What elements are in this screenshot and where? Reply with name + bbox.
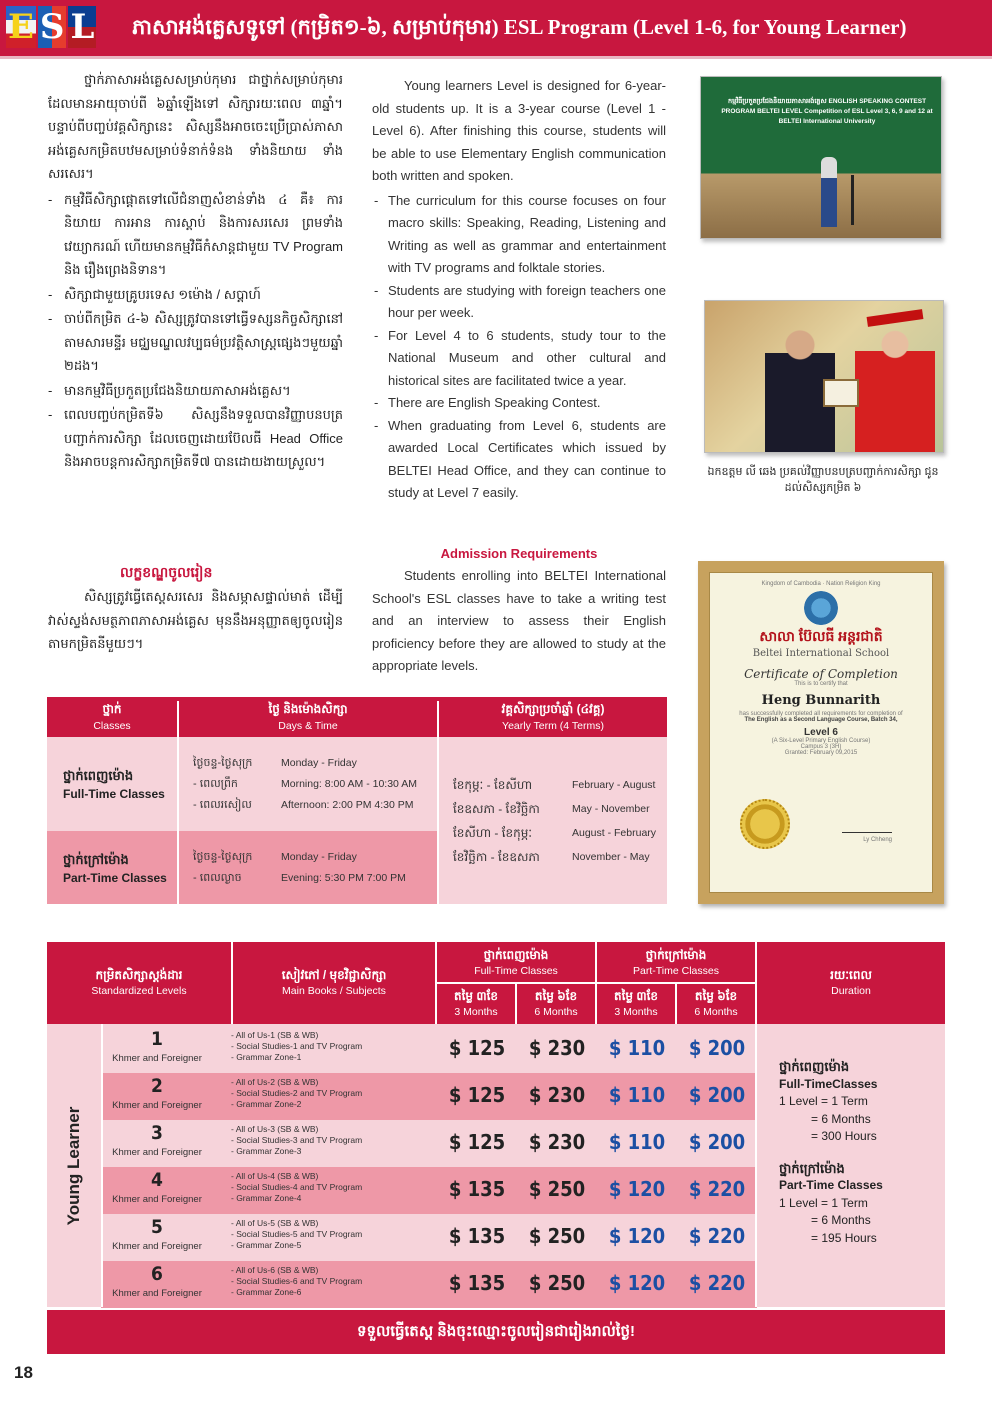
level-audience: Khmer and Foreigner	[112, 1241, 202, 1252]
price-6m-en: 6 Months	[534, 1006, 578, 1018]
certificate-held	[823, 379, 859, 407]
col-days-en: Days & Time	[278, 720, 338, 732]
part-time-en: Part-Time Classes	[63, 871, 167, 885]
page-number: 18	[14, 1363, 33, 1382]
term-en: November - May	[572, 851, 650, 863]
registration-banner: ទទួលធ្វើតេស្ត និងចុះឈ្មោះចូលរៀនជារៀងរាល់ថ្ងៃ!	[47, 1310, 945, 1354]
col-books-en: Main Books / Subjects	[282, 985, 386, 997]
col-books-header	[233, 968, 435, 999]
cert-completed: has successfully completed all requirements for completion of	[739, 711, 903, 717]
full-time-days-en	[281, 753, 417, 816]
price-3m-en: 3 Months	[614, 1006, 658, 1018]
price-fulltime-3m: $ 135	[448, 1224, 506, 1248]
duration-info	[757, 1024, 945, 1307]
morning-time: Morning: 8:00 AM - 10:30 AM	[281, 778, 417, 790]
part-time-class-label	[63, 849, 167, 886]
level-number: 1	[151, 1028, 163, 1050]
cert-school-en: Beltei International School	[752, 648, 890, 659]
part-days-kh: ថ្ងៃចន្ទ-ថ្ងៃសុក្រ	[193, 851, 253, 863]
certificate-frame	[698, 561, 944, 904]
fees-table-header	[47, 942, 945, 1024]
price-3m-en: 3 Months	[454, 1006, 498, 1018]
col-classes-en: Classes	[93, 720, 131, 732]
col-pt-3m	[597, 989, 675, 1020]
col-full-kh: ថ្នាក់ពេញម៉ោង	[483, 948, 549, 962]
price-parttime-6m: $ 220	[688, 1271, 746, 1295]
cert-signer: Ly Chheng	[863, 837, 892, 843]
price-6m-kh: តម្លៃ ៦ខែ	[694, 989, 738, 1003]
schedule-table-header	[47, 697, 667, 737]
book-item: - Social Studies-5 and TV Program	[231, 1229, 363, 1239]
col-yearly-kh: វគ្គសិក្សាប្រចាំឆ្នាំ (៤វគ្គ)	[501, 702, 605, 716]
book-item: - All of Us-2 (SB & WB)	[231, 1077, 319, 1087]
price-6m-en: 6 Months	[694, 1006, 738, 1018]
speaking-contest-photo	[700, 76, 942, 239]
term-en: August - February	[572, 827, 657, 839]
full-days-kh: ថ្ងៃចន្ទ-ថ្ងៃសុក្រ	[193, 757, 253, 769]
cert-title: Certificate of Completion	[744, 667, 898, 681]
level-number: 5	[151, 1216, 163, 1238]
col-duration-kh: រយៈពេល	[830, 968, 872, 982]
price-fulltime-6m: $ 230	[528, 1083, 586, 1107]
price-parttime-3m: $ 120	[608, 1271, 666, 1295]
table-row	[101, 1261, 757, 1308]
level-audience: Khmer and Foreigner	[112, 1147, 202, 1158]
khmer-bullet: - មានកម្មវិធីប្រកួតប្រជែងនិយាយភាសាអង់គ្លេស។	[48, 379, 343, 403]
level-number: 4	[151, 1169, 163, 1191]
book-item: - All of Us-6 (SB & WB)	[231, 1265, 319, 1275]
part-time-days-kh	[193, 847, 252, 889]
duration-part-line: = 6 Months	[811, 1213, 871, 1227]
full-time-class-label	[63, 765, 165, 802]
col-part-kh: ថ្នាក់ក្រៅម៉ោង	[645, 948, 707, 962]
microphone-stand	[851, 175, 854, 225]
price-fulltime-3m: $ 135	[448, 1177, 506, 1201]
schedule-table	[47, 697, 667, 904]
table-row	[101, 1073, 757, 1120]
header-divider	[0, 56, 992, 59]
certificate-image	[709, 572, 933, 893]
book-item: - Social Studies-2 and TV Program	[231, 1088, 363, 1098]
logo-letter-e: E	[8, 7, 34, 47]
col-levels-en: Standardized Levels	[91, 985, 187, 997]
table-row	[101, 1167, 757, 1214]
cert-granted: Granted: February 09,2015	[784, 750, 858, 756]
page-header	[0, 0, 992, 56]
cert-campus: Campus 3 (3H)	[800, 744, 842, 750]
books-list	[231, 1171, 431, 1204]
part-time-kh: ថ្នាក់ក្រៅម៉ោង	[63, 852, 129, 867]
duration-full-en: Full-TimeClasses	[779, 1076, 878, 1091]
admission-requirements-text: Students enrolling into BELTEI International School's ESL classes have to take a writing test and an interview to assess their English proficiency before they are allowed to study at the appropriate levels.	[372, 568, 666, 673]
col-yearly-en: Yearly Term (4 Terms)	[502, 720, 604, 732]
english-bullet-list	[372, 190, 666, 505]
books-list	[231, 1124, 431, 1157]
price-fulltime-6m: $ 250	[528, 1177, 586, 1201]
duration-full-line: 1 Level = 1 Term	[779, 1094, 868, 1108]
header-separator	[435, 982, 755, 984]
price-6m-kh: តម្លៃ ៦ខែ	[534, 989, 578, 1003]
price-parttime-6m: $ 200	[688, 1036, 746, 1060]
term-kh: ខែឧសភា - ខែវិច្ឆិកា	[453, 802, 540, 816]
price-3m-kh: តម្លៃ ៣ខែ	[453, 989, 499, 1003]
book-item: - All of Us-3 (SB & WB)	[231, 1124, 319, 1134]
english-bullet: - When graduating from Level 6, students are awarded Local Certificates which issued by BELTEI Head Office, and they can continue to study at Level 7 easily.	[372, 415, 666, 505]
khmer-bullet: - សិក្សាជាមួយគ្រូបរទេស ១ម៉ោង / សប្តាហ៍	[48, 283, 343, 307]
english-bullet: - There are English Speaking Contest.	[372, 392, 666, 415]
price-parttime-3m: $ 120	[608, 1224, 666, 1248]
header-separator	[755, 942, 757, 1024]
col-ft-3m	[437, 989, 515, 1020]
admission-requirements-title: Admission Requirements	[440, 546, 598, 561]
price-parttime-6m: $ 200	[688, 1130, 746, 1154]
esl-logo	[6, 4, 95, 50]
level-number: 3	[151, 1122, 163, 1144]
khmer-bullet: - ចាប់ពីកម្រិត ៤-៦ សិស្សត្រូវបានទៅធ្វើទស្សនកិច្ចសិក្សានៅតាមសារមន្ទីរ មជ្ឈមណ្ឌលវប្បធម៌ប្រវត្តិសាស្ត្រផ្សេងៗមួយឆ្នាំ ២ដង។	[48, 307, 343, 378]
afternoon-kh: - ពេលរសៀល	[193, 799, 252, 811]
level-audience: Khmer and Foreigner	[112, 1288, 202, 1299]
book-item: - All of Us-4 (SB & WB)	[231, 1171, 319, 1181]
book-item: - All of Us-1 (SB & WB)	[231, 1030, 319, 1040]
photo-caption: ឯកឧត្តម លី ឆេង ប្រគល់វិញ្ញាបនបត្របញ្ជាក់ការសិក្សា ជូនដល់សិស្សកម្រិត ៦	[707, 466, 939, 494]
young-learner-label: Young Learner	[64, 1106, 83, 1226]
column-separator	[177, 737, 179, 904]
header-separator	[437, 701, 439, 741]
header-separator	[231, 942, 233, 1024]
english-bullet: - For Level 4 to 6 students, study tour to the National Museum and other cultural and historical sites are facilitated twice a year.	[372, 325, 666, 393]
header-separator	[515, 984, 517, 1024]
col-yearly-header	[439, 701, 667, 734]
price-parttime-3m: $ 120	[608, 1177, 666, 1201]
price-fulltime-3m: $ 125	[448, 1036, 506, 1060]
book-item: - Grammar Zone-4	[231, 1193, 302, 1203]
table-row	[101, 1214, 757, 1261]
col-days-header	[179, 701, 437, 734]
col-fulltime-header	[437, 948, 595, 979]
duration-part-kh: ថ្នាក់ក្រៅម៉ោង	[779, 1160, 845, 1176]
price-fulltime-6m: $ 230	[528, 1130, 586, 1154]
col-part-en: Part-Time Classes	[633, 965, 719, 977]
cert-level: Level 6	[804, 727, 838, 738]
young-learner-group	[47, 1024, 101, 1307]
price-parttime-3m: $ 110	[608, 1083, 666, 1107]
price-parttime-6m: $ 220	[688, 1224, 746, 1248]
price-parttime-6m: $ 220	[688, 1177, 746, 1201]
khmer-description	[48, 68, 343, 475]
part-time-days-en	[281, 847, 406, 889]
full-days-en: Monday - Friday	[281, 757, 357, 769]
term-kh: ខែកុម្ភៈ - ខែសីហា	[453, 778, 533, 792]
book-item: - Social Studies-6 and TV Program	[231, 1276, 363, 1286]
column-separator	[437, 737, 439, 904]
book-item: - Social Studies-4 and TV Program	[231, 1182, 363, 1192]
khmer-bullet-list	[48, 188, 343, 474]
books-list	[231, 1077, 431, 1110]
table-row	[101, 1026, 757, 1073]
duration-part-en: Part-Time Classes	[779, 1178, 883, 1192]
col-levels-header	[47, 968, 231, 999]
term-en: February - August	[572, 779, 656, 791]
price-fulltime-6m: $ 250	[528, 1224, 586, 1248]
col-pt-6m	[677, 989, 755, 1020]
khmer-bullet: - កម្មវិធីសិក្សាផ្តោតទៅលើជំនាញសំខាន់ទាំង ៤ គឺ៖ ការនិយាយ ការអាន ការស្តាប់ និងការសរសេរ ព្រមទាំងវេយ្យាករណ៍ ហើយមានកម្មវិធីកំសាន្តជាមួយ TV Program និង រឿងព្រេងនិទាន។	[48, 188, 343, 282]
evening-kh: - ពេលល្ងាច	[193, 872, 242, 884]
col-classes-header	[47, 701, 177, 734]
book-item: - Grammar Zone-6	[231, 1287, 302, 1297]
evening-time: Evening: 5:30 PM 7:00 PM	[281, 872, 406, 884]
book-item: - Grammar Zone-5	[231, 1240, 302, 1250]
price-fulltime-3m: $ 125	[448, 1083, 506, 1107]
khmer-intro: ថ្នាក់ភាសាអង់គ្លេសសម្រាប់កុមារ ជាថ្នាក់សម្រាប់កុមារដែលមានអាយុចាប់ពី ៦ឆ្នាំឡើងទៅ សិក្សារយៈពេល ៣ឆ្នាំ។ បន្ទាប់ពីបញ្ចប់វគ្គសិក្សានេះ សិស្សនឹងអាចចេះប្រើប្រាស់ភាសាអង់គ្លេសកម្រិតបឋមសម្រាប់ទំនាក់ទំនង ទាំងនិយាយ ទាំងសរសេរ។	[48, 72, 343, 181]
page-title: ភាសាអង់គ្លេសទូទៅ (កម្រិត១-៦, សម្រាប់កុមារ) ESL Program (Level 1-6, for Young Learner)	[132, 15, 907, 39]
cert-program: The English as a Second Language Course, Batch 34,	[744, 717, 898, 723]
english-bullet: - Students are studying with foreign teachers one hour per week.	[372, 280, 666, 325]
duration-part-line: = 195 Hours	[811, 1230, 877, 1245]
cert-school-kh: សាលា ប៊ែលធី អន្តរជាតិ	[759, 628, 883, 644]
col-books-kh: សៀវភៅ / មុខវិជ្ជាសិក្សា	[281, 968, 387, 982]
price-parttime-3m: $ 110	[608, 1036, 666, 1060]
term-kh: ខែវិច្ឆិកា - ខែឧសភា	[453, 850, 540, 864]
row-separator	[101, 1024, 103, 1307]
book-item: - Grammar Zone-2	[231, 1099, 302, 1109]
part-days-en: Monday - Friday	[281, 851, 357, 863]
english-bullet: - The curriculum for this course focuses on four macro skills: Speaking, Reading, Listening and Writing as well as grammar and entertainment with TV programs and folktale stories.	[372, 190, 666, 280]
col-duration-header	[757, 968, 945, 999]
full-time-days-kh	[193, 753, 252, 816]
col-days-kh: ថ្ងៃ និងម៉ោងសិក្សា	[268, 702, 348, 716]
cert-certify: This is to certify that	[794, 681, 848, 687]
price-fulltime-3m: $ 135	[448, 1271, 506, 1295]
khmer-bullet: - ពេលបញ្ចប់កម្រិតទី៦ សិស្សនឹងទទួលបានវិញ្ញាបនបត្របញ្ជាក់ការសិក្សា ដែលចេញដោយប៊ែលធី Head Office និងអាចបន្តការសិក្សាកម្រិតទី៧ បានដោយងាយស្រួល។	[48, 403, 343, 474]
terms-kh	[453, 773, 540, 869]
khmer-admission-heading: លក្ខខណ្ឌចូលរៀន	[120, 564, 213, 580]
term-en: May - November	[572, 803, 650, 815]
level-audience: Khmer and Foreigner	[112, 1053, 202, 1064]
full-time-kh: ថ្នាក់ពេញម៉ោង	[63, 768, 134, 783]
duration-full-kh: ថ្នាក់ពេញម៉ោង	[779, 1059, 850, 1074]
books-list	[231, 1265, 431, 1298]
speaker-figure	[821, 157, 837, 227]
col-ft-6m	[517, 989, 595, 1020]
gold-seal-icon	[740, 799, 790, 849]
contest-banner-text: កម្មវិធីប្រកួតប្រជែងនិយាយភាសាអង់គ្លេស ENGLISH SPEAKING CONTEST PROGRAM BELTEI LEVEL Competition of ESL Level 3, 6, 9 and 12 at BELTEI International University	[721, 98, 933, 125]
col-full-en: Full-Time Classes	[474, 965, 558, 977]
duration-part-line: 1 Level = 1 Term	[779, 1195, 868, 1210]
col-parttime-header	[597, 948, 755, 979]
cert-course: (A Six-Level Primary English Course)	[771, 738, 871, 744]
level-audience: Khmer and Foreigner	[112, 1194, 202, 1205]
term-kh: ខែសីហា - ខែកុម្ភៈ	[453, 826, 533, 840]
school-logo-icon	[804, 591, 838, 625]
level-number: 2	[151, 1075, 163, 1097]
level-number: 6	[151, 1263, 163, 1285]
graduate-figure	[855, 317, 935, 453]
english-intro: Young learners Level is designed for 6-year-old students up. It is a 3-year course (Level 1 - Level 6). After finishing this course, students will be able to use Elementary English communication both written and spoken.	[372, 78, 666, 183]
cert-kingdom: Kingdom of Cambodia · Nation Religion King	[761, 581, 881, 587]
book-item: - Social Studies-3 and TV Program	[231, 1135, 363, 1145]
fees-table	[47, 942, 945, 1307]
afternoon-time: Afternoon: 2:00 PM 4:30 PM	[281, 799, 414, 811]
duration-full-line: = 6 Months	[811, 1111, 871, 1126]
price-fulltime-3m: $ 125	[448, 1130, 506, 1154]
khmer-admission-text: សិស្សត្រូវធ្វើតេស្តសរសេរ និងសម្ភាសផ្ទាល់មាត់ ដើម្បីវាស់ស្ទង់សមត្ថភាពភាសាអង់គ្លេស មុននឹងអនុញ្ញាតឲ្យចូលរៀនតាមកម្រិតនីមួយៗ។	[48, 589, 343, 651]
col-duration-en: Duration	[831, 985, 871, 997]
col-classes-kh: ថ្នាក់	[102, 702, 122, 716]
book-item: - All of Us-5 (SB & WB)	[231, 1218, 319, 1228]
price-parttime-6m: $ 200	[688, 1083, 746, 1107]
signature-line	[842, 819, 892, 833]
price-parttime-3m: $ 110	[608, 1130, 666, 1154]
terms-en	[572, 773, 656, 869]
cert-recipient: Heng Bunnarith	[761, 693, 881, 708]
price-3m-kh: តម្លៃ ៣ខែ	[613, 989, 659, 1003]
table-row	[101, 1120, 757, 1167]
col-levels-kh: កម្រិតសិក្សាស្តង់ដារ	[95, 968, 183, 982]
books-list	[231, 1030, 431, 1063]
book-item: - Grammar Zone-1	[231, 1052, 302, 1062]
header-separator	[177, 701, 179, 741]
graduation-photo	[704, 300, 944, 453]
duration-full-line: = 300 Hours	[811, 1129, 877, 1143]
logo-letter-s: S	[39, 7, 65, 47]
morning-kh: - ពេលព្រឹក	[193, 778, 238, 790]
book-item: - Grammar Zone-3	[231, 1146, 302, 1156]
price-fulltime-6m: $ 230	[528, 1036, 586, 1060]
header-separator	[675, 984, 677, 1024]
book-item: - Social Studies-1 and TV Program	[231, 1041, 363, 1051]
books-list	[231, 1218, 431, 1251]
full-time-en: Full-Time Classes	[63, 787, 165, 801]
english-description	[372, 75, 666, 505]
level-audience: Khmer and Foreigner	[112, 1100, 202, 1111]
logo-letter-l: L	[70, 7, 95, 47]
price-fulltime-6m: $ 250	[528, 1271, 586, 1295]
